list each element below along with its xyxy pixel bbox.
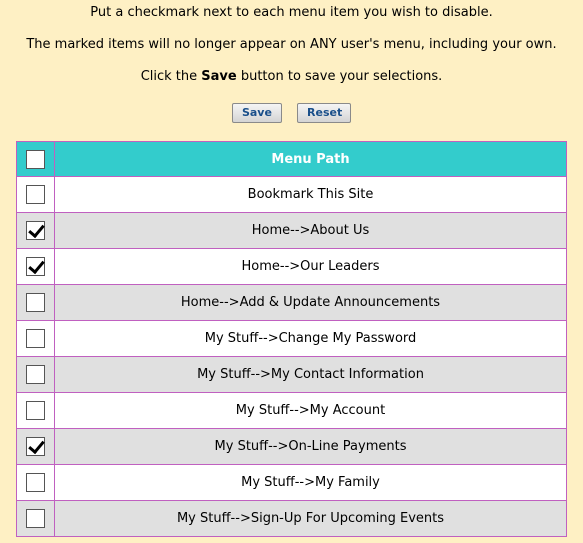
menu-path-label: Bookmark This Site: [55, 177, 567, 213]
disable-item-checkbox[interactable]: [26, 401, 45, 420]
menu-path-label: My Stuff-->My Family: [55, 465, 567, 501]
table-row: [17, 177, 567, 213]
save-button[interactable]: Save: [232, 103, 282, 123]
menu-path-label: Home-->Our Leaders: [55, 249, 567, 285]
menu-path-label: Home-->Add & Update Announcements: [55, 285, 567, 321]
disable-item-checkbox[interactable]: [26, 329, 45, 348]
menu-path-label: My Stuff-->My Contact Information: [55, 357, 567, 393]
disable-item-checkbox[interactable]: [26, 257, 45, 276]
table-row: [17, 393, 567, 429]
instruction-line-1: Put a checkmark next to each menu item you wish to disable.: [90, 5, 493, 20]
table-row: [17, 321, 567, 357]
menu-path-table: [16, 141, 567, 537]
disable-item-checkbox[interactable]: [26, 293, 45, 312]
instruction-line-3-suffix: button to save your selections.: [236, 69, 443, 84]
row-checkbox-cell: [17, 249, 55, 285]
menu-path-label: My Stuff-->Sign-Up For Upcoming Events: [55, 501, 567, 537]
menu-path-label: My Stuff-->On-Line Payments: [55, 429, 567, 465]
row-checkbox-cell: [17, 465, 55, 501]
reset-button[interactable]: Reset: [297, 103, 351, 123]
table-row: [17, 465, 567, 501]
table-row: [17, 429, 567, 465]
select-all-checkbox[interactable]: [26, 150, 45, 169]
table-row: [17, 501, 567, 537]
row-checkbox-cell: [17, 501, 55, 537]
instruction-save-word: Save: [201, 69, 237, 84]
menu-path-label: Home-->About Us: [55, 213, 567, 249]
row-checkbox-cell: [17, 213, 55, 249]
table-row: [17, 357, 567, 393]
select-all-cell: [17, 142, 55, 177]
menu-path-label: My Stuff-->Change My Password: [55, 321, 567, 357]
table-row: [17, 213, 567, 249]
menu-rows: [17, 177, 567, 537]
button-bar: [0, 83, 583, 123]
row-checkbox-cell: [17, 357, 55, 393]
row-checkbox-cell: [17, 177, 55, 213]
row-checkbox-cell: [17, 429, 55, 465]
instruction-line-2: The marked items will no longer appear on ANY user's menu, including your own.: [26, 37, 557, 52]
row-checkbox-cell: [17, 321, 55, 357]
menu-path-header: Menu Path: [55, 142, 567, 177]
disable-item-checkbox[interactable]: [26, 221, 45, 240]
disable-item-checkbox[interactable]: [26, 509, 45, 528]
instruction-line-3-prefix: Click the: [140, 69, 202, 84]
menu-path-label: My Stuff-->My Account: [55, 393, 567, 429]
instruction-line-3: [0, 51, 583, 83]
instructions: [0, 0, 583, 83]
disable-item-checkbox[interactable]: [26, 185, 45, 204]
table-row: [17, 285, 567, 321]
row-checkbox-cell: [17, 285, 55, 321]
disable-item-checkbox[interactable]: [26, 365, 45, 384]
disable-item-checkbox[interactable]: [26, 437, 45, 456]
row-checkbox-cell: [17, 393, 55, 429]
table-row: [17, 249, 567, 285]
table-header-row: [17, 142, 567, 177]
disable-item-checkbox[interactable]: [26, 473, 45, 492]
